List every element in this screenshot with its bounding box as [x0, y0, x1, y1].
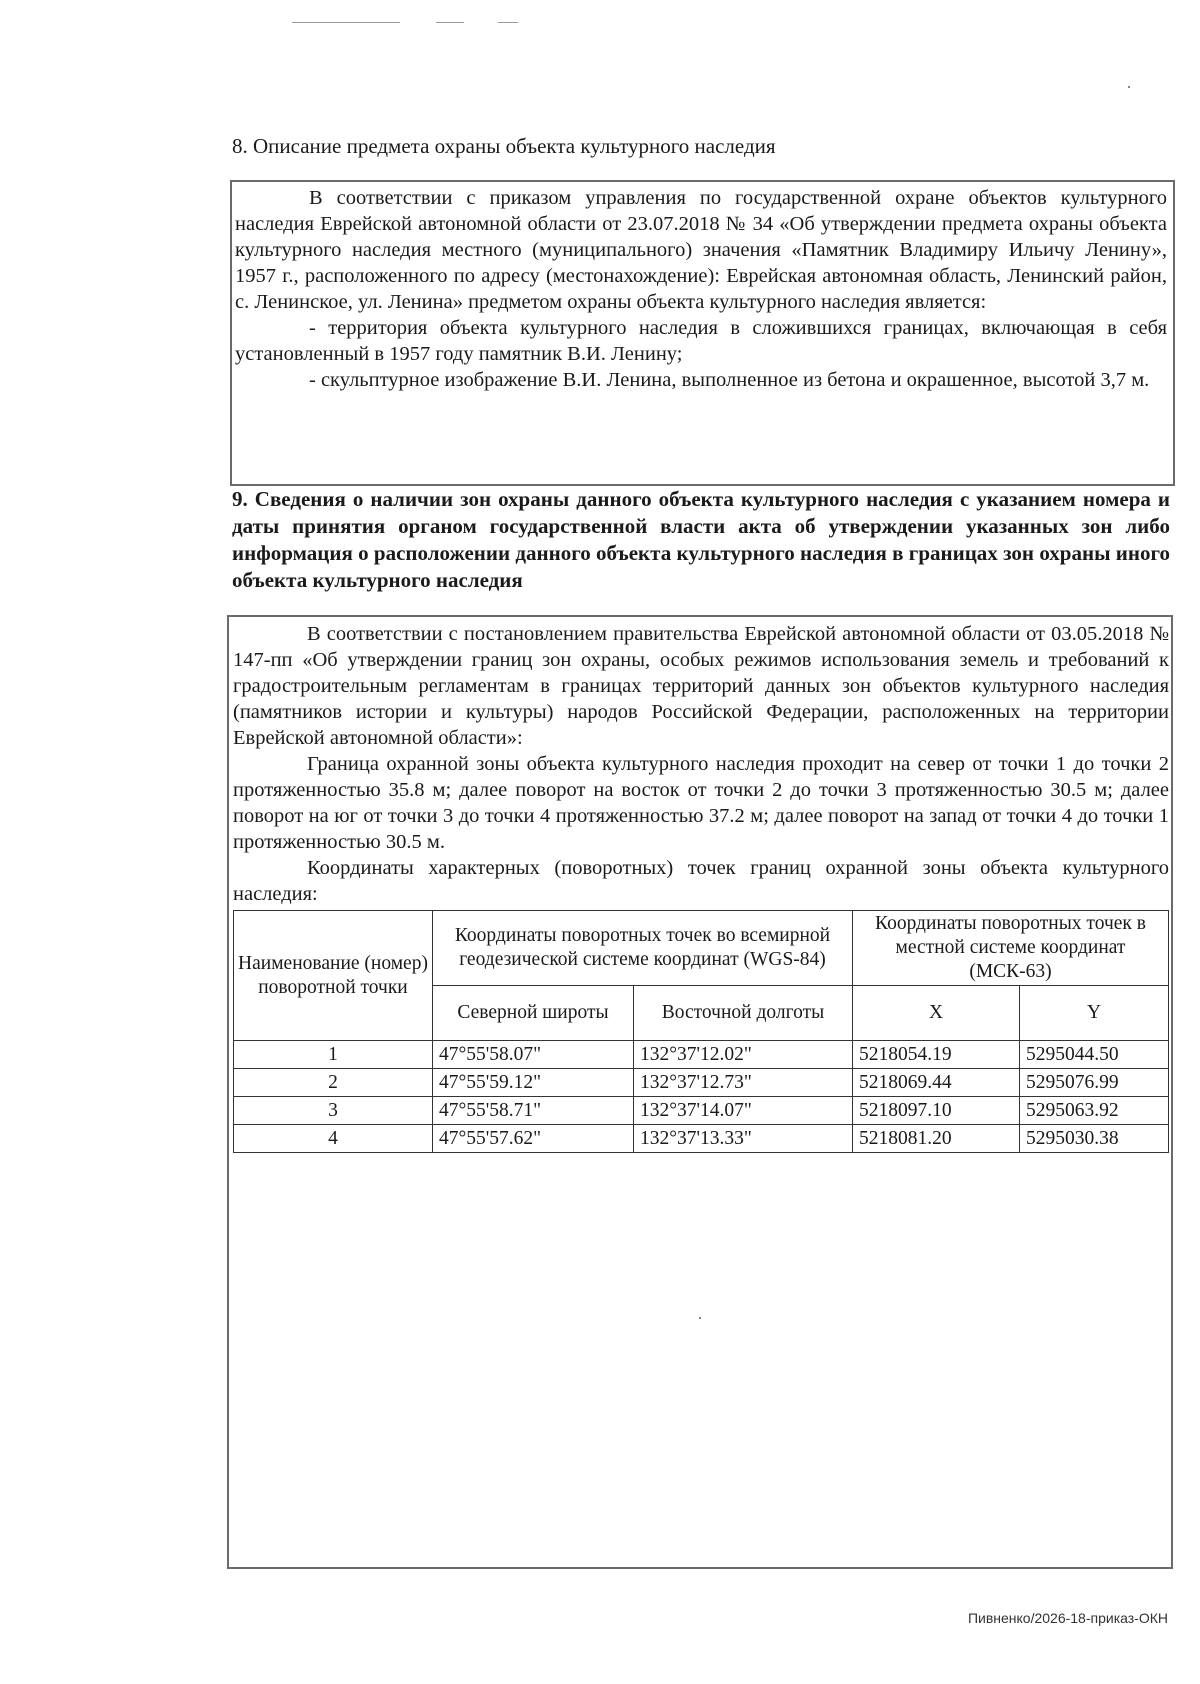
scan-speck [1128, 86, 1130, 88]
longitude-cell: 132°37'14.07" [634, 1097, 853, 1125]
section-8-box [230, 180, 1175, 486]
x-cell: 5218054.19 [853, 1041, 1020, 1069]
y-cell: 5295063.92 [1020, 1097, 1169, 1125]
paragraph: В соответствии с постановлением правительства Еврейской автономной области от 03.05.2018 № 147-пп «Об утверждении границ зон охраны, особых режимов использования земель и требований к градостроительным регламентам в границах территорий данных зон объектов культурного наследия (памятников истории и культуры) народов Российской Федерации, расположенных на территории Еврейской автономной области»: [233, 623, 1169, 749]
paragraph: Граница охранной зоны объекта культурного наследия проходит на север от точки 1 до точки 2 протяженностью 35.8 м; далее поворот на восток от точки 2 до точки 3 протяженностью 30.5 м; далее поворот на юг от точки 3 до точки 4 протяженностью 37.2 м; далее поворот на запад от точки 4 до точки 1 протяженностью 30.5 м. [233, 753, 1169, 853]
latitude-cell: 47°55'59.12" [433, 1069, 634, 1097]
longitude-cell: 132°37'12.73" [634, 1069, 853, 1097]
header-mark [436, 22, 464, 23]
point-number: 4 [234, 1125, 433, 1153]
latitude-cell: 47°55'58.07" [433, 1041, 634, 1069]
y-cell: 5295076.99 [1020, 1069, 1169, 1097]
latitude-cell: 47°55'58.71" [433, 1097, 634, 1125]
header-wgs: Координаты поворотных точек во всемирной геодезической системе координат (WGS-84) [433, 911, 853, 986]
paragraph: В соответствии с приказом управления по государственной охране объектов культурного наследия Еврейской автономной области от 23.07.2018 № 34 «Об утверждении предмета охраны объекта культурного наследия местного (муниципального) значения «Памятник Владимиру Ильичу Ленину», 1957 г., расположенного по адресу (местонахождение): Еврейская автономная область, Ленинский район, с. Ленинское, ул. Ленина» предметом охраны объекта культурного наследия является: [235, 187, 1167, 313]
table-row [234, 1041, 1169, 1069]
scan-speck [699, 1317, 701, 1319]
paragraph: - скульптурное изображение В.И. Ленина, выполненное из бетона и окрашенное, высотой 3,7 м. [309, 369, 1150, 391]
paragraph: - территория объекта культурного наследия в сложившихся границах, включающая в себя установленный в 1957 году памятник В.И. Ленину; [235, 317, 1167, 365]
table-row [234, 1125, 1169, 1153]
header-lat: Северной широты [433, 986, 634, 1041]
header-lon: Восточной долготы [634, 986, 853, 1041]
longitude-cell: 132°37'13.33" [634, 1125, 853, 1153]
x-cell: 5218097.10 [853, 1097, 1020, 1125]
coordinates-table [233, 910, 1169, 1153]
header-y: Y [1020, 986, 1169, 1041]
y-cell: 5295030.38 [1020, 1125, 1169, 1153]
table-row [234, 1097, 1169, 1125]
x-cell: 5218069.44 [853, 1069, 1020, 1097]
section-8-title: 8. Описание предмета охраны объекта культурного наследия [232, 134, 776, 158]
point-number: 2 [234, 1069, 433, 1097]
section-9-box [227, 615, 1173, 1569]
header-mark [498, 22, 518, 23]
header-mark [292, 22, 400, 23]
table-row [234, 1069, 1169, 1097]
latitude-cell: 47°55'57.62" [433, 1125, 634, 1153]
point-number: 3 [234, 1097, 433, 1125]
footer-reference: Пивненко/2026-18-приказ-ОКН [967, 1610, 1168, 1626]
paragraph: Координаты характерных (поворотных) точек границ охранной зоны объекта культурного наследия: [233, 857, 1169, 905]
longitude-cell: 132°37'12.02" [634, 1041, 853, 1069]
point-number: 1 [234, 1041, 433, 1069]
header-point: Наименование (номер) поворотной точки [234, 911, 433, 1041]
x-cell: 5218081.20 [853, 1125, 1020, 1153]
section-9-title: 9. Сведения о наличии зон охраны данного объекта культурного наследия с указанием номера и даты принятия органом государственной власти акта об утверждении указанных зон либо информация о расположении данного объекта культурного наследия в границах зон охраны иного объекта культурного наследия [232, 487, 1170, 592]
header-x: X [853, 986, 1020, 1041]
header-msk: Координаты поворотных точек в местной системе координат (МСК-63) [853, 911, 1169, 986]
y-cell: 5295044.50 [1020, 1041, 1169, 1069]
